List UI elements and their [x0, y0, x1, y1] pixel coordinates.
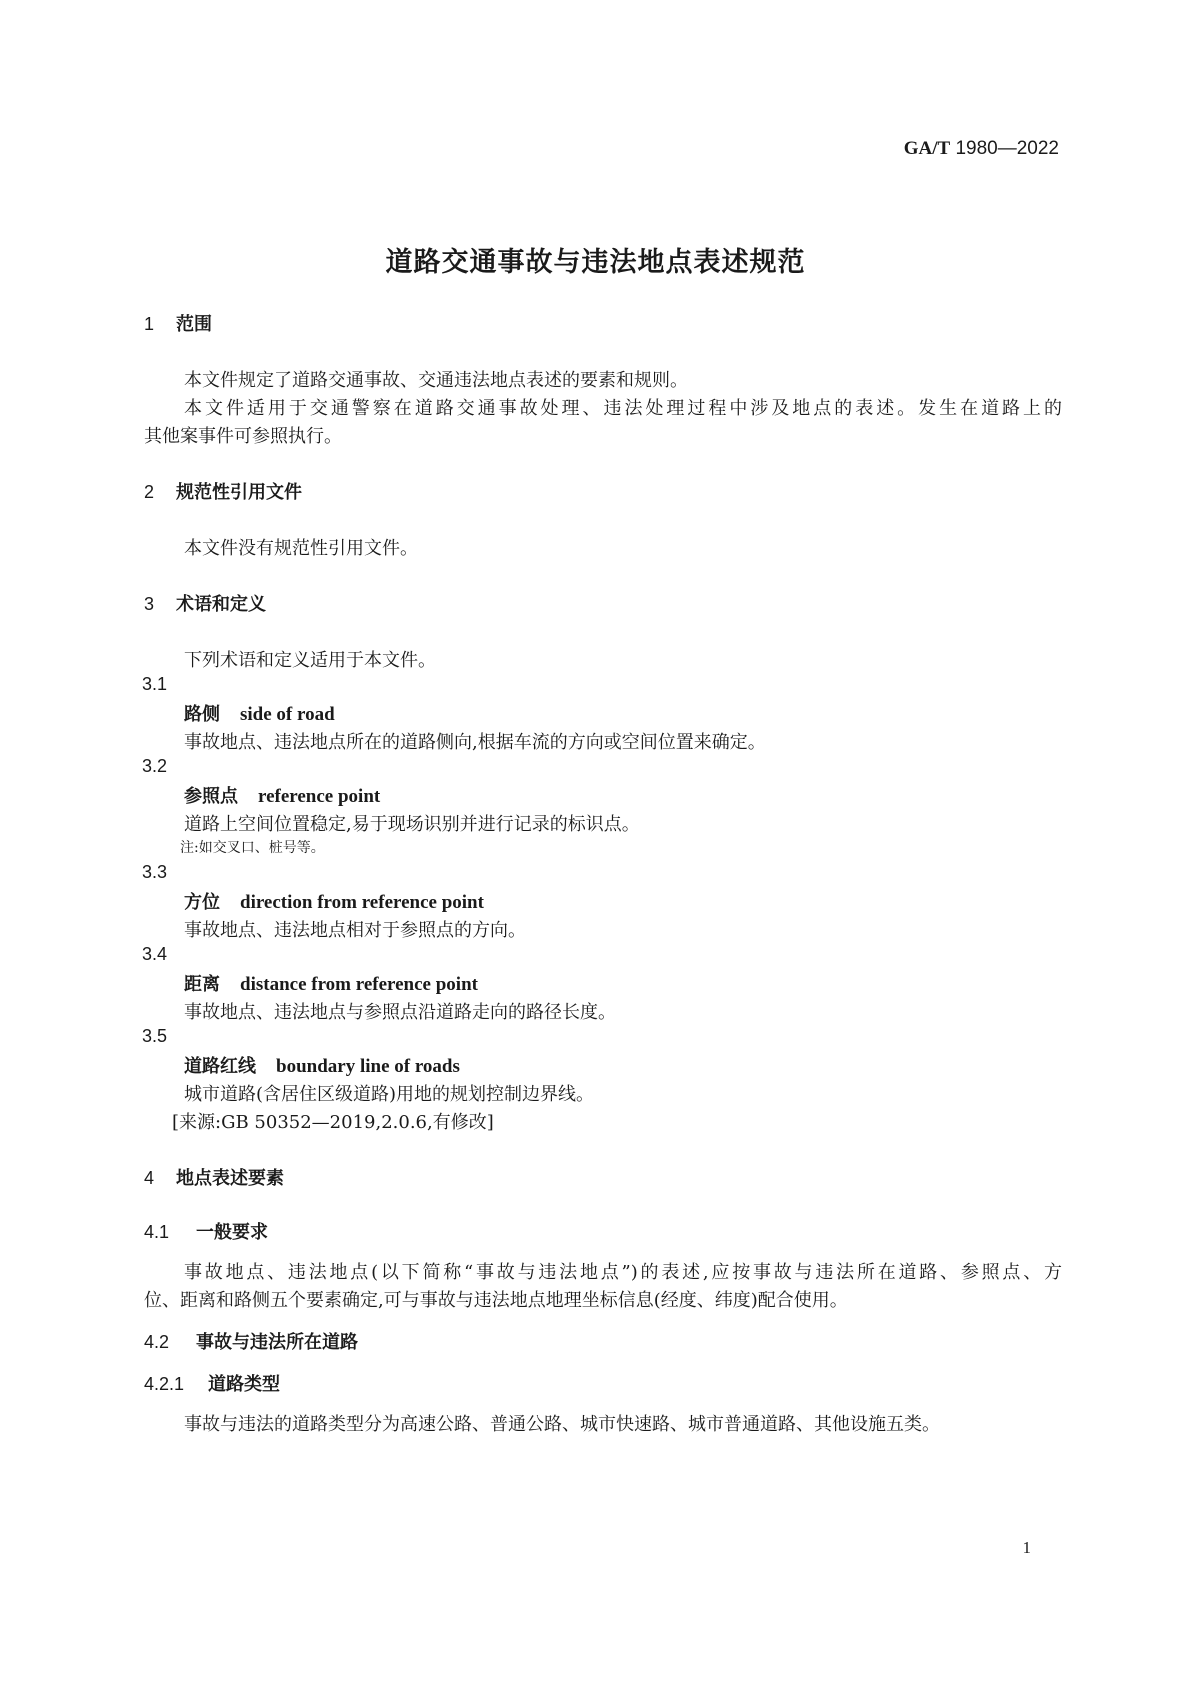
section-4-heading	[144, 1164, 284, 1190]
section-number: 4	[144, 1168, 155, 1188]
document-title: 道路交通事故与违法地点表述规范	[385, 247, 806, 278]
section-title: 地点表述要素	[176, 1168, 284, 1189]
subsection-number: 4.2.1	[144, 1374, 185, 1394]
term-number: 3.2	[142, 756, 168, 776]
subsection-title: 一般要求	[196, 1222, 268, 1243]
section-number: 1	[144, 314, 155, 334]
term-english: reference point	[258, 786, 381, 807]
term-definition: 道路上空间位置稳定,易于现场识别并进行记录的标识点。	[184, 814, 640, 835]
subsection-4-1-heading	[144, 1218, 268, 1244]
subsection-number: 4.2	[144, 1332, 170, 1352]
subsection-number: 4.1	[144, 1222, 170, 1242]
term-chinese: 道路红线	[184, 1056, 256, 1077]
term-number: 3.3	[142, 862, 168, 882]
section-1-heading	[144, 310, 212, 336]
term-number: 3.5	[142, 1026, 168, 1046]
section-title: 规范性引用文件	[176, 482, 302, 503]
term-note: 注:如交叉口、桩号等。	[180, 840, 325, 856]
paragraph: 本文件没有规范性引用文件。	[184, 538, 418, 559]
term-number: 3.1	[142, 674, 168, 694]
subsection-4-2-1-heading	[144, 1370, 280, 1396]
term-entry	[184, 888, 484, 914]
standard-number	[904, 138, 1059, 160]
section-number: 2	[144, 482, 155, 502]
paragraph: 本文件适用于交通警察在道路交通事故处理、违法处理过程中涉及地点的表述。发生在道路上的	[184, 398, 1062, 419]
term-chinese: 参照点	[184, 786, 238, 807]
section-title: 术语和定义	[176, 594, 266, 615]
paragraph: 事故与违法的道路类型分为高速公路、普通公路、城市快速路、城市普通道路、其他设施五类。	[184, 1414, 940, 1435]
term-entry	[184, 1052, 460, 1078]
subsection-4-2-heading	[144, 1328, 358, 1354]
term-definition: 事故地点、违法地点与参照点沿道路走向的路径长度。	[184, 1002, 616, 1023]
section-3-heading	[144, 590, 266, 616]
section-2-heading	[144, 478, 302, 504]
section-number: 3	[144, 594, 155, 614]
term-entry	[184, 782, 380, 808]
term-definition: 事故地点、违法地点相对于参照点的方向。	[184, 920, 526, 941]
page-number: 1	[1022, 1538, 1031, 1557]
term-chinese: 距离	[184, 974, 220, 995]
paragraph: 下列术语和定义适用于本文件。	[184, 650, 436, 671]
term-number: 3.4	[142, 944, 168, 964]
term-entry	[184, 970, 478, 996]
subsection-title: 事故与违法所在道路	[196, 1332, 358, 1353]
paragraph: 本文件规定了道路交通事故、交通违法地点表述的要素和规则。	[184, 370, 688, 391]
section-title: 范围	[176, 314, 212, 335]
term-english: side of road	[240, 704, 335, 725]
paragraph-continuation: 其他案事件可参照执行。	[144, 426, 342, 447]
standard-code: 1980—2022	[955, 138, 1059, 159]
subsection-title: 道路类型	[208, 1374, 280, 1395]
term-definition: 城市道路(含居住区级道路)用地的规划控制边界线。	[184, 1084, 595, 1105]
paragraph: 事故地点、违法地点(以下简称“事故与违法地点”)的表述,应按事故与违法所在道路、参照点、方	[184, 1262, 1062, 1283]
term-source: [来源:GB 50352—2019,2.0.6,有修改]	[172, 1112, 494, 1133]
term-english: direction from reference point	[240, 892, 484, 913]
paragraph-continuation: 位、距离和路侧五个要素确定,可与事故与违法地点地理坐标信息(经度、纬度)配合使用。	[144, 1290, 848, 1311]
term-entry	[184, 700, 335, 726]
term-chinese: 路侧	[184, 704, 220, 725]
term-english: boundary line of roads	[276, 1056, 460, 1077]
term-chinese: 方位	[184, 892, 220, 913]
term-definition: 事故地点、违法地点所在的道路侧向,根据车流的方向或空间位置来确定。	[184, 732, 766, 753]
term-english: distance from reference point	[240, 974, 478, 995]
standard-prefix: GA/T	[903, 138, 951, 159]
